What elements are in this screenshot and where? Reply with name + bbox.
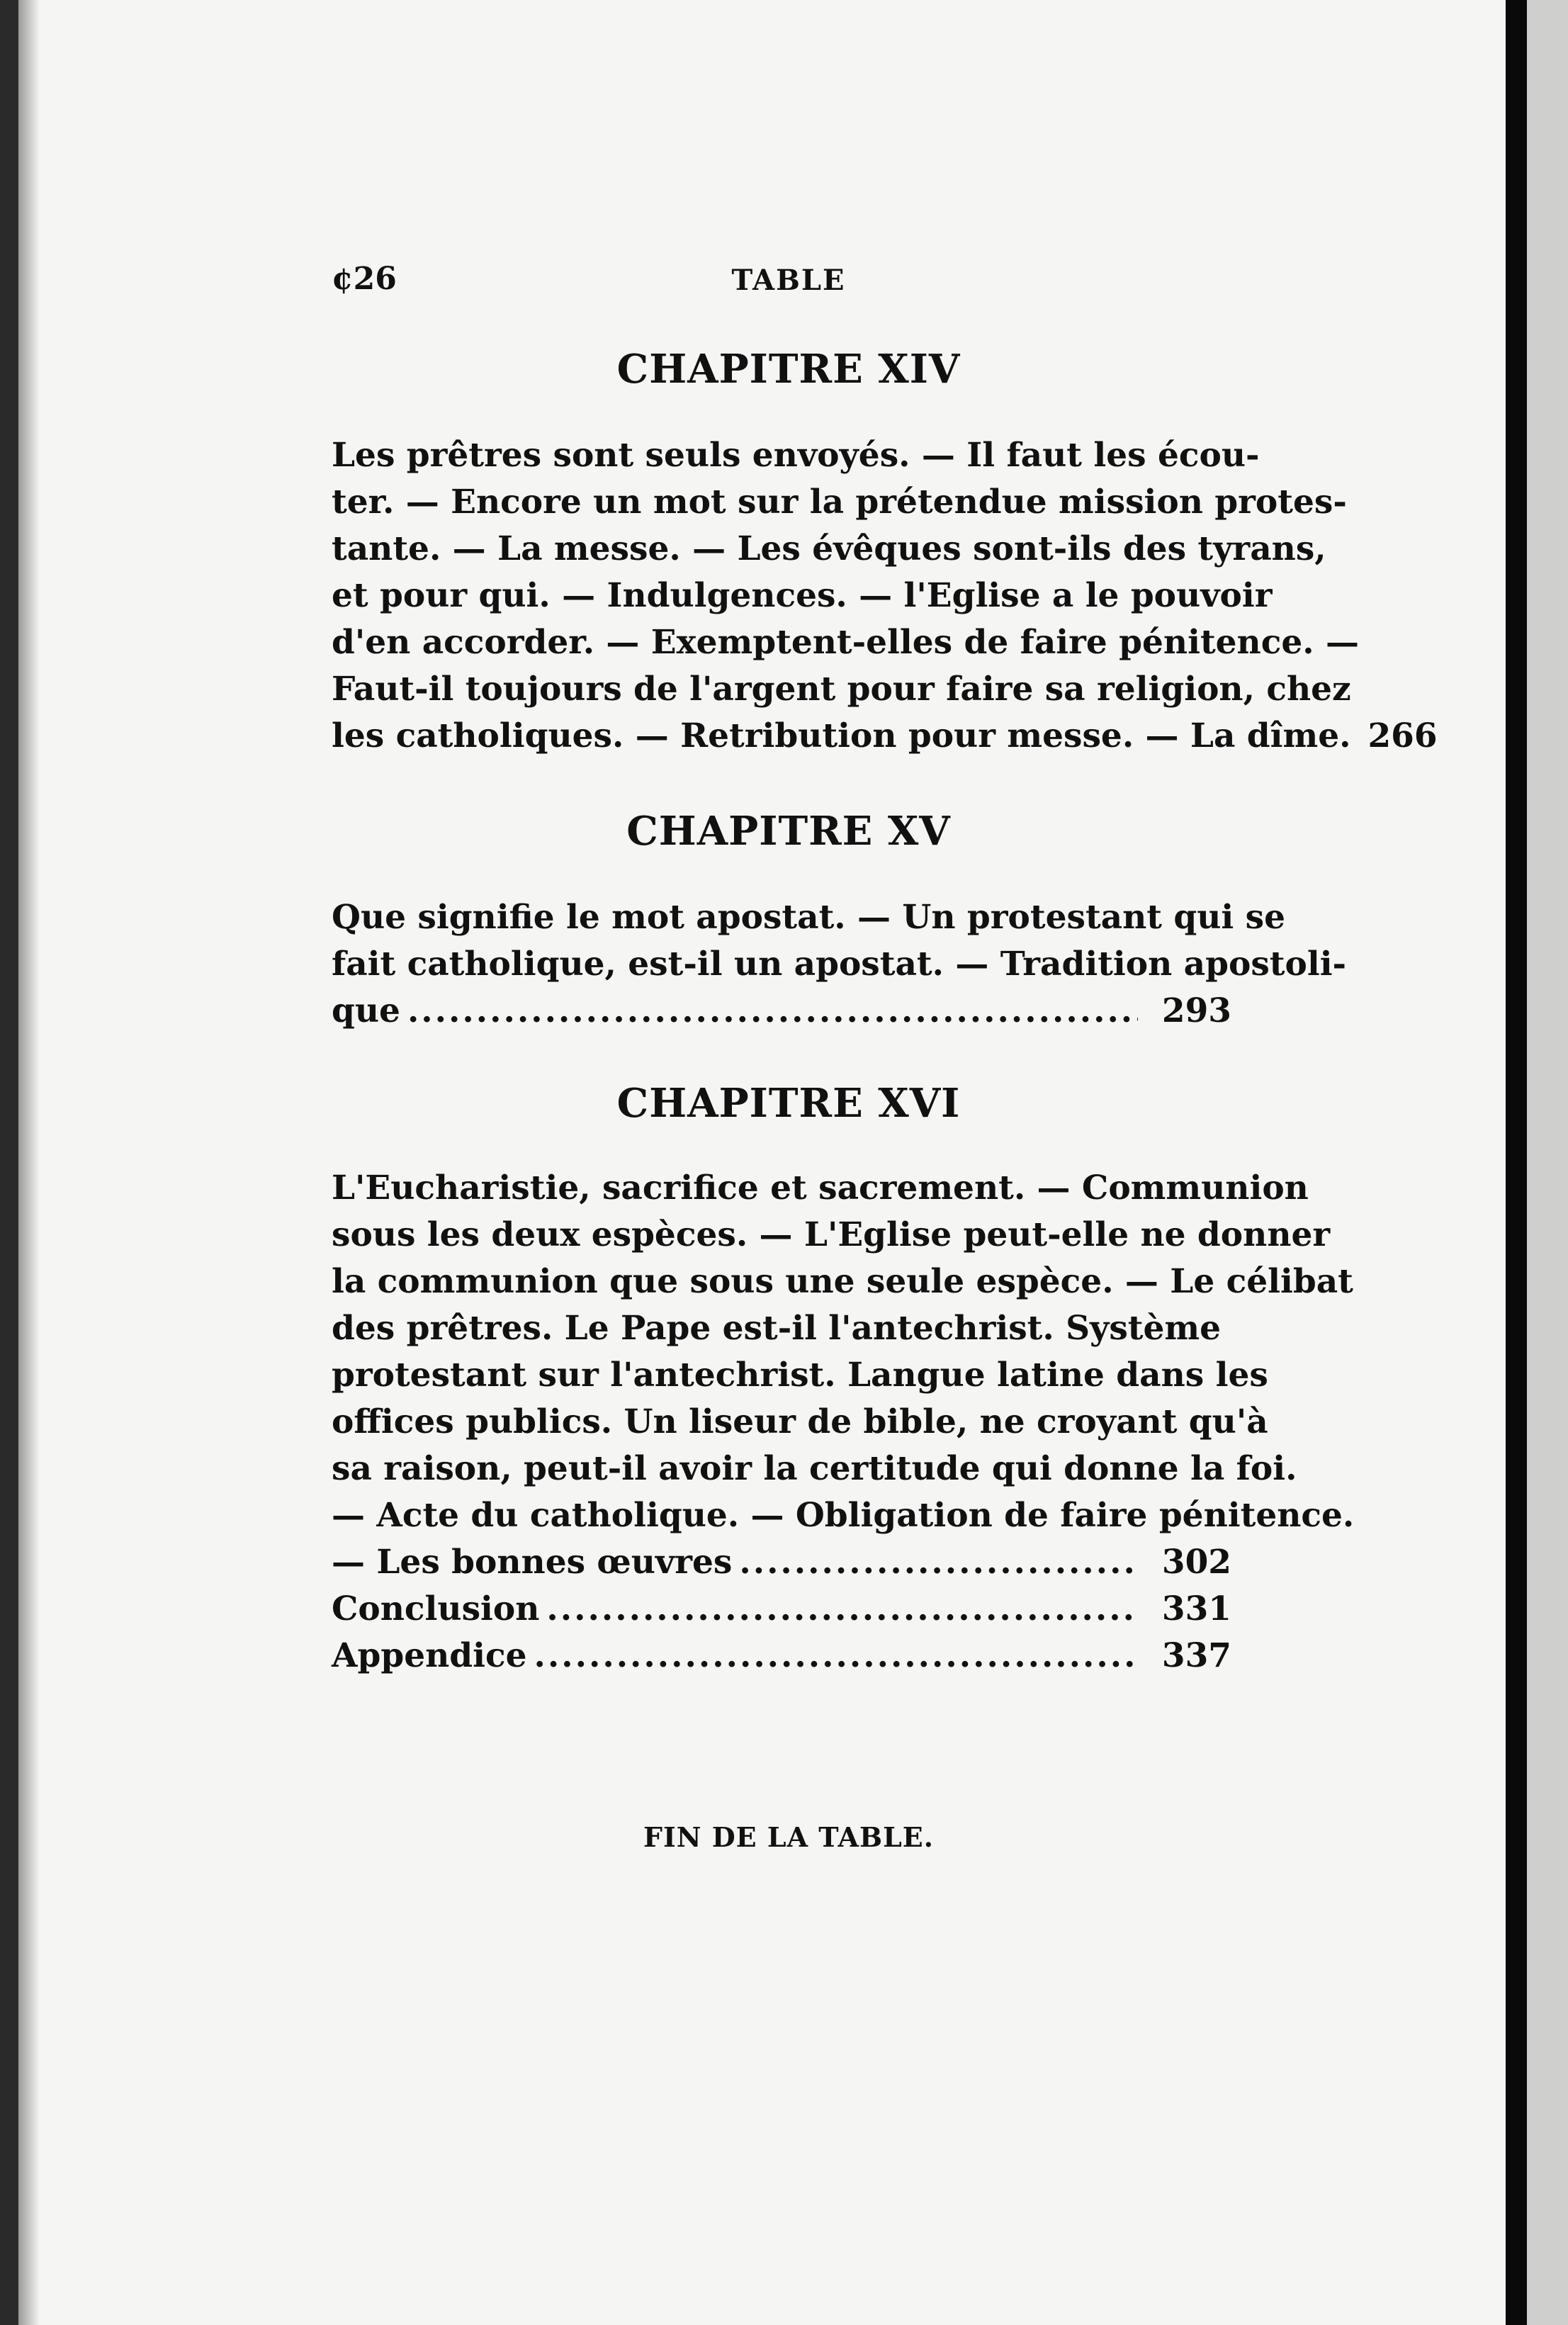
summary-line: tante. — La messe. — Les évêques sont-ils des tyrans,	[332, 529, 1326, 568]
scan-right-margin	[1527, 0, 1568, 2325]
summary-line: sous les deux espèces. — L'Eglise peut-elle ne donner	[332, 1215, 1331, 1254]
summary-line-text: les catholiques. — Retribution pour messe. — La dîme.	[332, 716, 1351, 755]
toc-entry-label: Appendice	[332, 1636, 527, 1675]
summary-line: d'en accorder. — Exemptent-elles de faire pénitence. —	[332, 623, 1359, 662]
summary-line: sa raison, peut-il avoir la certitude qui donne la foi.	[332, 1449, 1297, 1488]
summary-line: la communion que sous une seule espèce. — Le célibat	[332, 1262, 1353, 1301]
toc-entry-label: Conclusion	[332, 1589, 540, 1628]
scan-left-shadow	[18, 0, 40, 2325]
summary-line-text: que	[332, 991, 400, 1030]
scan-binding-edge	[1506, 0, 1527, 2325]
summary-line: Faut-il toujours de l'argent pour faire sa religion, chez	[332, 670, 1351, 709]
toc-entry-conclusion	[332, 1586, 1231, 1633]
chapter-title-xvi: CHAPITRE XVI	[616, 1080, 961, 1127]
page-reference: 293	[1161, 991, 1231, 1030]
summary-line: — Acte du catholique. — Obligation de faire pénitence.	[332, 1496, 1355, 1535]
chapter-xvi-summary	[332, 1165, 1355, 1679]
page-number: ¢26	[332, 261, 397, 297]
dot-leader	[546, 1586, 1137, 1633]
toc-entry-appendice	[332, 1633, 1231, 1679]
page-header	[332, 261, 1246, 310]
summary-line: L'Eucharistie, sacrifice et sacrement. — Communion	[332, 1169, 1309, 1207]
summary-line: offices publics. Un liseur de bible, ne croyant qu'à	[332, 1402, 1268, 1441]
summary-line: des prêtres. Le Pape est-il l'antechrist. Système	[332, 1309, 1222, 1348]
chapter-title-xiv: CHAPITRE XIV	[616, 346, 961, 393]
end-of-table-mark: FIN DE LA TABLE.	[643, 1821, 934, 1853]
page-reference: 302	[1161, 1543, 1231, 1582]
chapter-xiv-summary	[332, 432, 1438, 760]
summary-last-line	[332, 988, 1231, 1035]
page-reference: 331	[1161, 1589, 1231, 1628]
chapter-title-xv: CHAPITRE XV	[626, 808, 951, 855]
chapter-xv-summary	[332, 894, 1347, 1035]
page-reference: 266	[1367, 716, 1438, 755]
scan-left-edge	[0, 0, 18, 2325]
dot-leader	[534, 1633, 1138, 1679]
summary-line: ter. — Encore un mot sur la prétendue mission protes-	[332, 483, 1347, 522]
dot-leader	[739, 1539, 1138, 1586]
summary-last-line	[332, 713, 1438, 760]
running-head: TABLE	[731, 264, 846, 297]
summary-line: et pour qui. — Indulgences. — l'Eglise a le pouvoir	[332, 576, 1273, 615]
summary-line: Que signifie le mot apostat. — Un protestant qui se	[332, 898, 1285, 937]
summary-line-text: — Les bonnes œuvres	[332, 1543, 733, 1582]
summary-line: fait catholique, est-il un apostat. — Tradition apostoli-	[332, 945, 1347, 984]
summary-last-line	[332, 1539, 1231, 1586]
page-reference: 337	[1161, 1636, 1231, 1675]
summary-line: Les prêtres sont seuls envoyés. — Il faut les écou-	[332, 436, 1260, 475]
dot-leader	[407, 988, 1138, 1035]
summary-line: protestant sur l'antechrist. Langue latine dans les	[332, 1356, 1268, 1395]
